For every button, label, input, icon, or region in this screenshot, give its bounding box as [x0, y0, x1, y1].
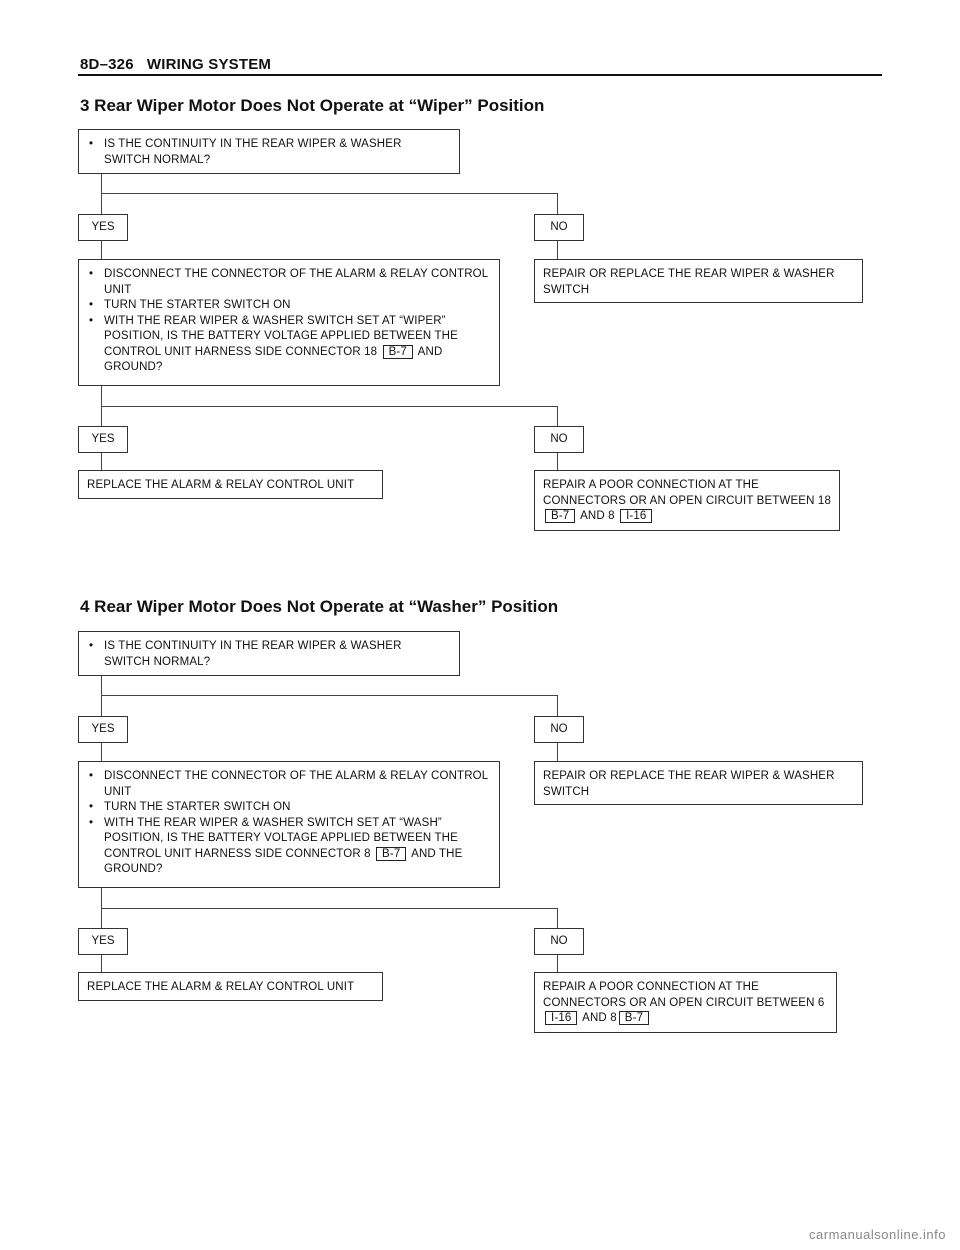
- s4-q2-bullet: • DISCONNECT THE CONNECTOR OF THE ALARM & RELAY CONTROL UNIT: [87, 769, 491, 800]
- s3-q2-bullet: • WITH THE REAR WIPER & WASHER SWITCH SET AT “WIPER” POSITION, IS THE BATTERY VOLTAGE APPLIED BETWEEN THE CONTROL UNIT HARNESS SIDE CONNECTOR 18 B-7 AND GROUND?: [87, 314, 491, 376]
- s3-no-1: NO: [534, 214, 584, 241]
- s4-yes-1: YES: [78, 716, 128, 743]
- connector-code: I-16: [620, 509, 652, 523]
- s4-connector: [557, 743, 558, 761]
- s4-yes-2-action: REPLACE THE ALARM & RELAY CONTROL UNIT: [78, 972, 383, 1001]
- section-4-title: 4 Rear Wiper Motor Does Not Operate at “Washer” Position: [80, 597, 559, 616]
- connector-code: B-7: [383, 345, 413, 359]
- s3-no-2: NO: [534, 426, 584, 453]
- s3-connector: [101, 406, 558, 407]
- s3-connector: [101, 453, 102, 470]
- s4-no-1-action: REPAIR OR REPLACE THE REAR WIPER & WASHER SWITCH: [534, 761, 863, 805]
- header-rule: [78, 74, 882, 76]
- s4-no-2: NO: [534, 928, 584, 955]
- s3-yes-1: YES: [78, 214, 128, 241]
- s3-q2-bullet: • DISCONNECT THE CONNECTOR OF THE ALARM & RELAY CONTROL UNIT: [87, 267, 491, 298]
- s4-q2-bullet: • TURN THE STARTER SWITCH ON: [87, 800, 491, 816]
- s4-connector: [101, 695, 558, 696]
- s4-q2-bullet: • WITH THE REAR WIPER & WASHER SWITCH SET AT “WASH” POSITION, IS THE BATTERY VOLTAGE APPLIED BETWEEN THE CONTROL UNIT HARNESS SIDE CONNECTOR 8 B-7 AND THE GROUND?: [87, 816, 491, 878]
- s3-connector: [101, 193, 558, 194]
- s4-connector: [101, 908, 558, 909]
- connector-code: B-7: [376, 847, 406, 861]
- s3-yes-2: YES: [78, 426, 128, 453]
- section-3-title: 3 Rear Wiper Motor Does Not Operate at “Wiper” Position: [80, 96, 545, 115]
- s4-connector: [101, 743, 102, 761]
- s3-connector: [101, 174, 102, 214]
- s4-connector: [557, 955, 558, 972]
- s3-question-2: [78, 259, 500, 386]
- s4-connector: [101, 955, 102, 972]
- s3-connector: [557, 453, 558, 470]
- s3-question-1: [78, 129, 460, 174]
- s4-connector: [557, 908, 558, 928]
- connector-code: B-7: [545, 509, 575, 523]
- connector-code: I-16: [545, 1011, 577, 1025]
- s3-q2-bullet: • TURN THE STARTER SWITCH ON: [87, 298, 491, 314]
- s3-connector: [557, 241, 558, 259]
- s3-yes-2-action: REPLACE THE ALARM & RELAY CONTROL UNIT: [78, 470, 383, 499]
- s4-no-2-action: REPAIR A POOR CONNECTION AT THE CONNECTORS OR AN OPEN CIRCUIT BETWEEN 6 I-16 AND 8 B-7: [534, 972, 837, 1033]
- s3-q1-bullet: • IS THE CONTINUITY IN THE REAR WIPER & WASHER SWITCH NORMAL?: [87, 137, 451, 168]
- s4-connector: [101, 676, 102, 716]
- page-header: [80, 56, 271, 73]
- section-name: WIRING SYSTEM: [146, 56, 272, 73]
- watermark: carmanualsonline.info: [809, 1227, 946, 1242]
- s3-no-2-action: REPAIR A POOR CONNECTION AT THE CONNECTORS OR AN OPEN CIRCUIT BETWEEN 18B-7 AND 8 I-16: [534, 470, 840, 531]
- s4-q1-bullet: • IS THE CONTINUITY IN THE REAR WIPER & WASHER SWITCH NORMAL?: [87, 639, 451, 670]
- s4-no-1: NO: [534, 716, 584, 743]
- s3-connector: [557, 406, 558, 426]
- s4-yes-2: YES: [78, 928, 128, 955]
- s4-connector: [557, 695, 558, 716]
- connector-code: B-7: [619, 1011, 649, 1025]
- s3-connector: [101, 241, 102, 259]
- page-ref: 8D–326: [80, 56, 134, 73]
- s3-connector: [557, 193, 558, 214]
- s3-no-1-action: REPAIR OR REPLACE THE REAR WIPER & WASHER SWITCH: [534, 259, 863, 303]
- s4-question-2: [78, 761, 500, 888]
- s4-question-1: [78, 631, 460, 676]
